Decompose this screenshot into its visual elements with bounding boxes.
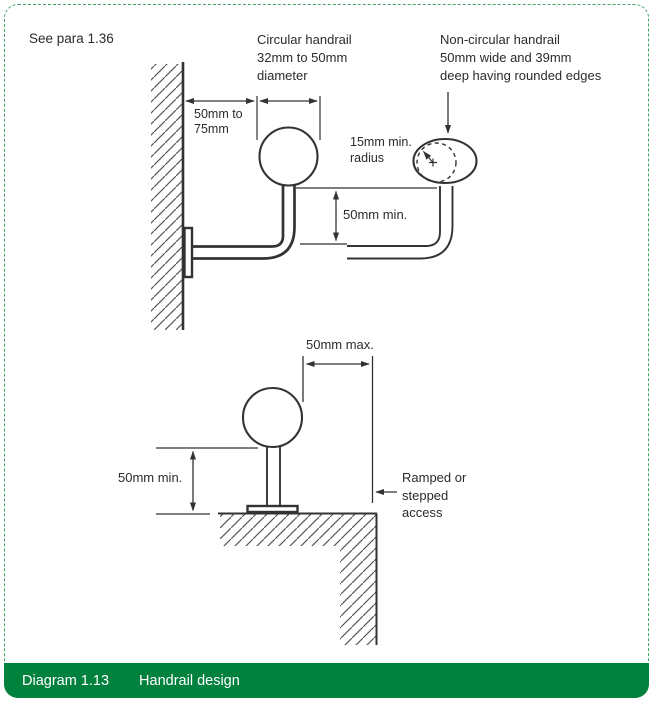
diagram-title: Handrail design xyxy=(139,672,240,689)
wall-hatching xyxy=(151,64,183,330)
circular-handrail-section xyxy=(260,128,318,186)
lower-height-label: 50mm min. xyxy=(118,470,183,485)
access-label: Ramped or stepped access xyxy=(402,470,467,520)
lower-handrail-section xyxy=(243,388,302,447)
bracket-plate xyxy=(185,228,193,277)
circular-handrail-label: Circular handrail 32mm to 50mm diameter xyxy=(257,32,352,83)
wall-offset-label: 50mm to 75mm xyxy=(194,107,243,136)
para-reference: See para 1.36 xyxy=(29,31,114,46)
post-stem xyxy=(267,447,280,507)
upper-clearance-label: 50mm min. xyxy=(343,207,408,222)
diagram-number: Diagram 1.13 xyxy=(22,672,110,689)
ground-hatching xyxy=(220,514,377,645)
edge-offset-label: 50mm max. xyxy=(306,337,374,352)
noncircular-handrail-label: Non-circular handrail 50mm wide and 39mm deep having rounded edges xyxy=(440,32,602,83)
diagram-title-bar xyxy=(4,663,649,698)
base-plate xyxy=(248,506,298,512)
bracket-arm xyxy=(192,185,295,259)
edge-offset-dimension xyxy=(303,356,373,503)
radius-label: 15mm min. radius xyxy=(350,135,412,165)
